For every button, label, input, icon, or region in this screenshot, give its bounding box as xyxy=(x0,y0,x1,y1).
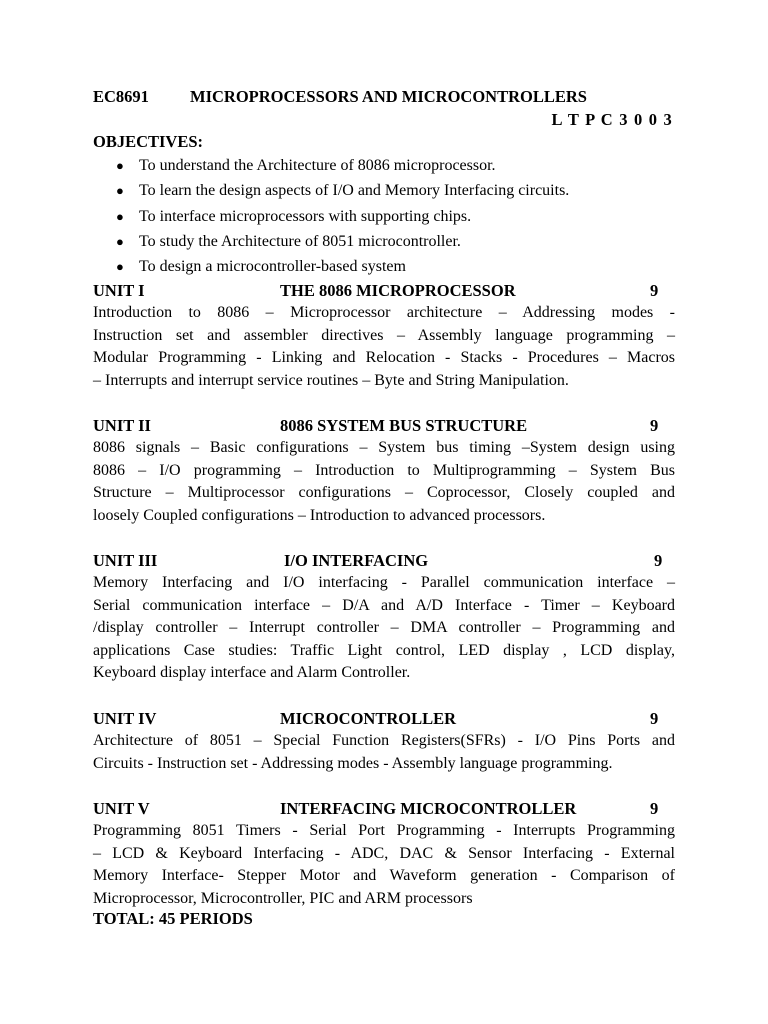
unit-2-line: 8086 signals – Basic configurations – System bus timing –System design using xyxy=(93,439,675,456)
unit-5-label: UNIT V xyxy=(93,799,150,818)
unit-3-hours: 9 xyxy=(654,551,663,570)
total-periods: TOTAL: 45 PERIODS xyxy=(93,909,253,928)
unit-5-line: Microprocessor, Microcontroller, PIC and ARM processors xyxy=(93,889,473,907)
unit-2-content xyxy=(93,437,675,527)
objective-item: ● To understand the Architecture of 8086 microprocessor. xyxy=(116,157,496,174)
objective-item: ● To design a microcontroller-based system xyxy=(116,258,406,276)
course-title: MICROPROCESSORS AND MICROCONTROLLERS xyxy=(190,87,587,106)
unit-4-line: Architecture of 8051 – Special Function Registers(SFRs) - I/O Pins Ports and xyxy=(93,732,675,749)
unit-3-label: UNIT III xyxy=(93,551,158,570)
objective-item: ● To interface microprocessors with supporting chips. xyxy=(116,207,472,225)
unit-2-line: Structure – Multiprocessor configurations – Coprocessor, Closely coupled and xyxy=(93,484,675,502)
unit-5-hours: 9 xyxy=(650,799,659,818)
objective-item: ● To study the Architecture of 8051 microcontroller. xyxy=(116,232,461,250)
unit-2-title: 8086 SYSTEM BUS STRUCTURE xyxy=(280,416,528,435)
unit-3-line: Keyboard display interface and Alarm Controller. xyxy=(93,664,411,682)
unit-3-content xyxy=(93,572,675,685)
unit-2-hours: 9 xyxy=(650,416,659,435)
unit-3-line: Memory Interfacing and I/O interfacing - Parallel communication interface – xyxy=(93,574,675,591)
unit-1-line: Instruction set and assembler directives – Assembly language programming – xyxy=(93,326,675,344)
bullet-icon: ● xyxy=(116,183,124,199)
unit-2-label: UNIT II xyxy=(93,416,151,435)
unit-1-content xyxy=(93,302,675,392)
unit-5-line: Programming 8051 Timers - Serial Port Programming - Interrupts Programming xyxy=(93,822,675,839)
ltpc-credits: L T P C 3 0 0 3 xyxy=(551,110,673,129)
unit-3-title: I/O INTERFACING xyxy=(284,551,429,570)
bullet-icon: ● xyxy=(116,259,124,275)
unit-2-line: loosely Coupled configurations – Introduction to advanced processors. xyxy=(93,506,546,524)
unit-5-content xyxy=(93,820,675,910)
unit-1-label: UNIT I xyxy=(93,281,145,300)
unit-4-hours: 9 xyxy=(650,709,659,728)
unit-1-line: – Interrupts and interrupt service routines – Byte and String Manipulation. xyxy=(93,371,569,389)
unit-5-line: – LCD & Keyboard Interfacing - ADC, DAC & Sensor Interfacing - External xyxy=(93,844,675,862)
unit-2-line: 8086 – I/O programming – Introduction to Multiprogramming – System Bus xyxy=(93,461,675,479)
unit-4-line: Circuits - Instruction set - Addressing modes - Assembly language programming. xyxy=(93,754,613,772)
bullet-icon: ● xyxy=(116,208,124,224)
unit-3-line: Serial communication interface – D/A and A/D Interface - Timer – Keyboard xyxy=(93,596,675,614)
unit-1-title: THE 8086 MICROPROCESSOR xyxy=(280,281,516,300)
objectives-heading: OBJECTIVES: xyxy=(93,132,204,151)
objective-item: ● To learn the design aspects of I/O and Memory Interfacing circuits. xyxy=(116,182,570,200)
unit-5-title: INTERFACING MICROCONTROLLER xyxy=(280,799,577,818)
bullet-icon: ● xyxy=(116,158,124,173)
unit-1-hours: 9 xyxy=(650,281,659,300)
bullet-icon: ● xyxy=(116,233,124,249)
unit-3-line: /display controller – Interrupt controller – DMA controller – Programming and xyxy=(93,619,675,637)
course-code: EC8691 xyxy=(93,87,149,106)
unit-3-line: applications Case studies: Traffic Light control, LED display , LCD display, xyxy=(93,641,675,659)
objectives-list xyxy=(116,156,569,282)
unit-4-label: UNIT IV xyxy=(93,709,157,728)
unit-4-content xyxy=(93,730,675,775)
unit-4-title: MICROCONTROLLER xyxy=(280,709,457,728)
unit-1-line: Introduction to 8086 – Microprocessor architecture – Addressing modes - xyxy=(93,304,675,321)
unit-1-line: Modular Programming - Linking and Relocation - Stacks - Procedures – Macros xyxy=(93,349,675,367)
unit-5-line: Memory Interface- Stepper Motor and Waveform generation - Comparison of xyxy=(93,867,675,885)
